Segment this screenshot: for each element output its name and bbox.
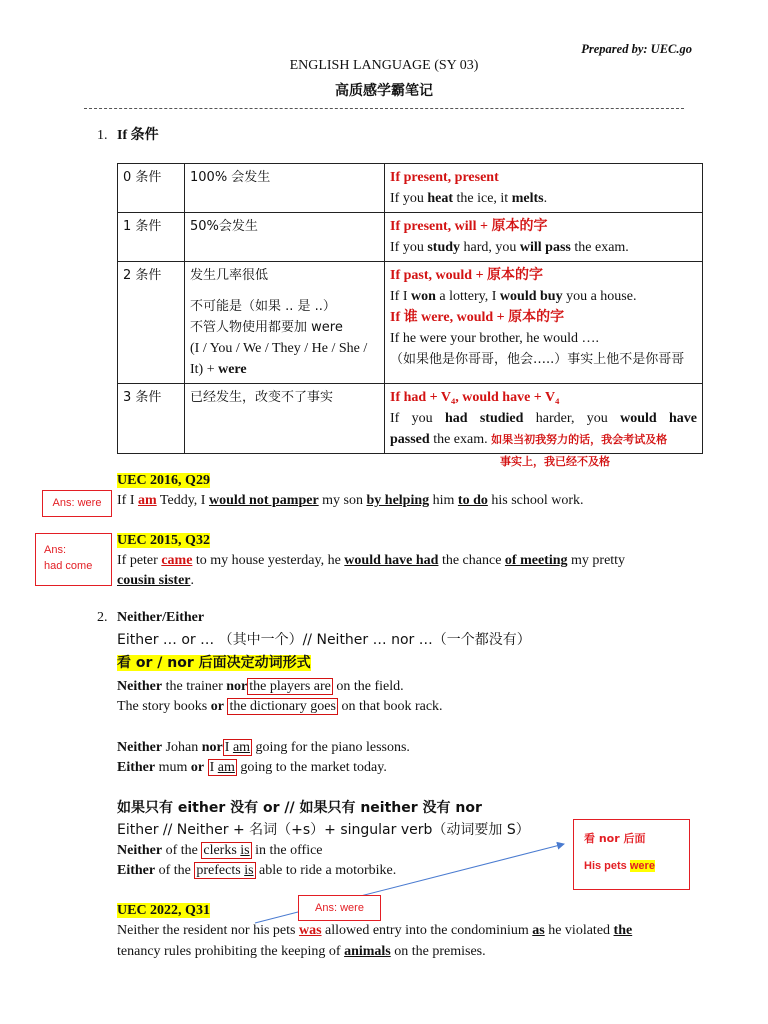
rule-line: 看 or / nor 后面决定动词形式 (117, 655, 311, 671)
question-sentence: cousin sister. (117, 573, 194, 588)
conditional-table (117, 163, 703, 454)
example-line: Neither Johan nor I am going for the piano lessons. (117, 740, 410, 755)
rule-text: If 谁 were, would + 原本的字 (390, 310, 565, 325)
rule-text: If present, present (390, 170, 499, 185)
document-title: ENGLISH LANGUAGE (SY 03) (289, 58, 479, 73)
answer-box (35, 533, 112, 586)
question-label: UEC 2015, Q32 (117, 533, 210, 548)
example-line: Either mum or I am going to the market today. (117, 760, 387, 775)
section1-title: If 条件 (117, 128, 159, 143)
rule-line: Either // Neither + 名词（+s）+ singular verb（动词要加 S） (117, 822, 530, 838)
prob-text: 不管人物使用都要加 were (190, 320, 343, 335)
answer-text: had come (44, 560, 93, 572)
prob-text: 不可能是（如果 .. 是 ..） (190, 299, 336, 314)
question-sentence: If I am Teddy, I would not pamper my son by helping him to do his school work. (117, 493, 584, 508)
cond-cell: 3 条件 (118, 384, 185, 454)
example-line: Neither of the clerks is in the office (117, 843, 323, 858)
example-line: Neither the trainer nor the players are on the field. (117, 679, 404, 694)
note-text: 如果当初我努力的话，我会考试及格 (491, 433, 668, 446)
answer-box: Ans: were (298, 895, 381, 921)
rule-text: If past, would + 原本的字 (390, 268, 544, 283)
rule-line: Either … or … （其中一个）// Neither … nor …（一个都没有） (117, 632, 531, 648)
side-note-box (573, 819, 690, 890)
prob-cell (185, 262, 385, 384)
example-text: If you heat the ice, it melts. (390, 191, 548, 206)
answer-text: Ans: (44, 544, 67, 556)
question-sentence: If peter came to my house yesterday, he would have had the chance of meeting my pretty (117, 553, 626, 568)
example-text: passed the exam. 如果当初我努力的话，我会考试及格 (390, 432, 668, 447)
example-line: Either of the prefects is able to ride a motorbike. (117, 863, 397, 878)
prob-text: 发生几率很低 (190, 268, 269, 283)
side-note-text: His pets were (584, 860, 655, 872)
answer-box: Ans: were (42, 490, 112, 517)
rule-text: If had + V₄, would have + V₄ (390, 390, 560, 405)
section1-heading (97, 124, 159, 144)
table-row (118, 213, 703, 262)
example-text: If you study hard, you will pass the exam. (390, 240, 629, 255)
cond-cell: 1 条件 (118, 213, 185, 262)
rule-line: 如果只有 either 没有 or // 如果只有 neither 没有 nor (117, 800, 482, 816)
table-row (118, 384, 703, 454)
rule-cell (385, 384, 703, 454)
prob-text: (I / You / We / They / He / She / It) + were (190, 341, 368, 377)
prob-cell: 已经发生，改变不了事实 (185, 384, 385, 454)
dashed-divider (84, 108, 684, 109)
example-text: If you had studied harder, you would have (390, 411, 697, 426)
rule-cell (385, 262, 703, 384)
cond-cell: 0 条件 (118, 164, 185, 213)
table-row (118, 164, 703, 213)
table-row (118, 262, 703, 384)
question-sentence: tenancy rules prohibiting the keeping of animals on the premises. (117, 944, 486, 959)
rule-text: If present, will + 原本的字 (390, 219, 548, 234)
section2-number: 2. (97, 610, 108, 625)
example-text: （如果他是你哥哥，他会…..）事实上他不是你哥哥 (390, 352, 685, 367)
cond-cell: 2 条件 (118, 262, 185, 384)
prob-cell: 50%会发生 (185, 213, 385, 262)
side-note-text: 看 nor 后面 (584, 832, 646, 845)
example-text: If he were your brother, he would …. (390, 331, 599, 346)
question-label: UEC 2016, Q29 (117, 473, 210, 488)
document-subtitle: 高质感学霸笔记 (335, 83, 433, 99)
prepared-by: Prepared by: UEC.go (581, 42, 692, 56)
section1-number: 1. (97, 128, 108, 143)
question-sentence: Neither the resident nor his pets was allowed entry into the condominium as he violated the (117, 923, 633, 938)
rule-cell (385, 164, 703, 213)
note-text: 事实上，我已经不及格 (500, 455, 610, 468)
rule-cell (385, 213, 703, 262)
example-line: The story books or the dictionary goes on that book rack. (117, 699, 443, 714)
prob-cell: 100% 会发生 (185, 164, 385, 213)
question-label: UEC 2022, Q31 (117, 903, 210, 918)
example-text: If I won a lottery, I would buy you a house. (390, 289, 637, 304)
section2-heading (97, 610, 204, 626)
section2-title: Neither/Either (117, 610, 205, 625)
